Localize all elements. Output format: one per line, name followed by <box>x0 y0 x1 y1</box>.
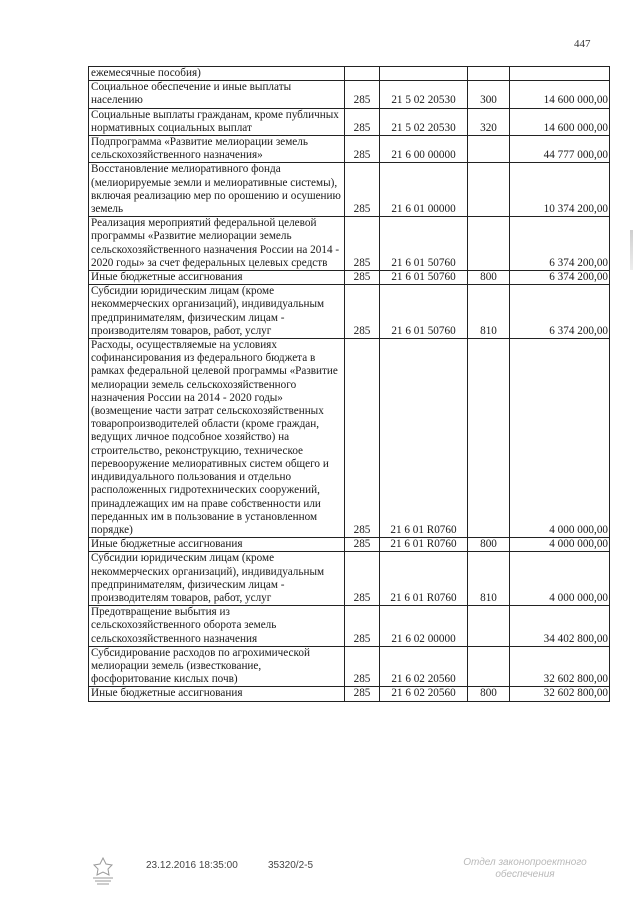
row-ved-cell: 285 <box>345 606 380 647</box>
row-name-cell: Социальные выплаты гражданам, кроме публичных нормативных социальных выплат <box>89 108 345 135</box>
row-ved-cell: 285 <box>345 108 380 135</box>
row-name-cell: Расходы, осуществляемые на условиях софинансирования из федерального бюджета в рамках федеральной целевой программы «Развитие мелиорации земель сельскохозяйственного назначения России на 2014 - 2020 годы» (возмещение части затрат сельскохозяйственных товаропроизводителей области (кроме граждан, ведущих личное подсобное хозяйство) на строительство, реконструкцию, техническое перевооружение мелиоративных систем общего и индивидуального пользования и отдельно расположенных гидротехнических сооружений, принадлежащих им на праве собственности или переданных им в пользование в установленном порядке) <box>89 339 345 538</box>
row-csr-cell: 21 6 01 00000 <box>380 163 468 217</box>
row-vr-cell <box>468 67 510 81</box>
row-sum-cell: 14 600 000,00 <box>510 108 610 135</box>
footer-timestamp: 23.12.2016 18:35:00 <box>146 860 238 871</box>
row-ved-cell: 285 <box>345 339 380 538</box>
row-csr-cell: 21 6 01 50760 <box>380 217 468 271</box>
row-ved-cell: 285 <box>345 217 380 271</box>
table-row <box>89 108 610 135</box>
row-sum-cell: 14 600 000,00 <box>510 81 610 108</box>
table-row <box>89 552 610 606</box>
table-row <box>89 538 610 552</box>
row-vr-cell <box>468 136 510 163</box>
row-csr-cell: 21 6 00 00000 <box>380 136 468 163</box>
row-ved-cell: 285 <box>345 687 380 701</box>
row-sum-cell: 4 000 000,00 <box>510 552 610 606</box>
row-sum-cell: 4 000 000,00 <box>510 339 610 538</box>
row-ved-cell: 285 <box>345 285 380 339</box>
row-ved-cell: 285 <box>345 163 380 217</box>
footer-document-code: 35320/2-5 <box>268 860 314 871</box>
row-sum-cell: 4 000 000,00 <box>510 538 610 552</box>
row-sum-cell: 44 777 000,00 <box>510 136 610 163</box>
row-vr-cell <box>468 217 510 271</box>
table-row <box>89 81 610 108</box>
row-csr-cell: 21 5 02 20530 <box>380 108 468 135</box>
row-csr-cell: 21 6 01 R0760 <box>380 538 468 552</box>
page-number: 447 <box>574 38 591 50</box>
row-sum-cell: 32 602 800,00 <box>510 687 610 701</box>
row-vr-cell <box>468 163 510 217</box>
row-sum-cell: 10 374 200,00 <box>510 163 610 217</box>
table-row <box>89 339 610 538</box>
row-vr-cell: 320 <box>468 108 510 135</box>
row-name-cell: Подпрограмма «Развитие мелиорации земель сельскохозяйственного назначения» <box>89 136 345 163</box>
row-sum-cell: 6 374 200,00 <box>510 271 610 285</box>
table-row <box>89 271 610 285</box>
row-name-cell: Субсидии юридическим лицам (кроме некоммерческих организаций), индивидуальным предпринимателям, физическим лицам - производителям товаров, работ, услуг <box>89 285 345 339</box>
row-sum-cell: 34 402 800,00 <box>510 606 610 647</box>
row-vr-cell: 300 <box>468 81 510 108</box>
row-name-cell: Социальное обеспечение и иные выплаты населению <box>89 81 345 108</box>
table-row <box>89 285 610 339</box>
row-vr-cell: 810 <box>468 285 510 339</box>
footer-stamp: Отдел законопроектного обеспечения <box>463 857 587 880</box>
table-row <box>89 646 610 687</box>
row-vr-cell: 800 <box>468 271 510 285</box>
row-sum-cell: 32 602 800,00 <box>510 646 610 687</box>
budget-table <box>88 66 610 702</box>
row-name-cell: Иные бюджетные ассигнования <box>89 687 345 701</box>
row-name-cell: ежемесячные пособия) <box>89 67 345 81</box>
row-csr-cell: 21 6 02 20560 <box>380 646 468 687</box>
row-name-cell: Восстановление мелиоративного фонда (мелиорируемые земли и мелиоративные системы), включая реализацию мер по орошению и осушению земель <box>89 163 345 217</box>
row-name-cell: Субсидии юридическим лицам (кроме некоммерческих организаций), индивидуальным предпринимателям, физическим лицам - производителям товаров, работ, услуг <box>89 552 345 606</box>
row-ved-cell: 285 <box>345 81 380 108</box>
row-name-cell: Субсидирование расходов по агрохимической мелиорации земель (известкование, фосфоритование кислых почв) <box>89 646 345 687</box>
row-ved-cell: 285 <box>345 646 380 687</box>
row-sum-cell <box>510 67 610 81</box>
row-vr-cell <box>468 646 510 687</box>
table-row <box>89 217 610 271</box>
table-row <box>89 136 610 163</box>
row-ved-cell: 285 <box>345 136 380 163</box>
row-ved-cell: 285 <box>345 271 380 285</box>
row-csr-cell: 21 5 02 20530 <box>380 81 468 108</box>
row-csr-cell: 21 6 01 R0760 <box>380 552 468 606</box>
row-name-cell: Иные бюджетные ассигнования <box>89 538 345 552</box>
emblem-icon <box>90 856 116 886</box>
row-ved-cell <box>345 67 380 81</box>
row-csr-cell: 21 6 01 50760 <box>380 285 468 339</box>
row-csr-cell: 21 6 02 20560 <box>380 687 468 701</box>
row-name-cell: Иные бюджетные ассигнования <box>89 271 345 285</box>
table-row <box>89 687 610 701</box>
table-row <box>89 606 610 647</box>
row-csr-cell: 21 6 01 R0760 <box>380 339 468 538</box>
table-row <box>89 67 610 81</box>
row-vr-cell: 800 <box>468 687 510 701</box>
row-vr-cell <box>468 339 510 538</box>
row-name-cell: Предотвращение выбытия из сельскохозяйственного оборота земель сельскохозяйственного назначения <box>89 606 345 647</box>
row-ved-cell: 285 <box>345 552 380 606</box>
row-vr-cell <box>468 606 510 647</box>
budget-table-body <box>89 67 610 702</box>
row-sum-cell: 6 374 200,00 <box>510 285 610 339</box>
row-ved-cell: 285 <box>345 538 380 552</box>
row-sum-cell: 6 374 200,00 <box>510 217 610 271</box>
row-csr-cell: 21 6 01 50760 <box>380 271 468 285</box>
page-footer <box>90 858 630 888</box>
row-vr-cell: 810 <box>468 552 510 606</box>
row-csr-cell <box>380 67 468 81</box>
row-name-cell: Реализация мероприятий федеральной целевой программы «Развитие мелиорации земель сельскохозяйственного назначения России на 2014 - 2020 годы» за счет федеральных целевых средств <box>89 217 345 271</box>
row-vr-cell: 800 <box>468 538 510 552</box>
scan-edge-mark <box>630 230 633 270</box>
table-row <box>89 163 610 217</box>
row-csr-cell: 21 6 02 00000 <box>380 606 468 647</box>
